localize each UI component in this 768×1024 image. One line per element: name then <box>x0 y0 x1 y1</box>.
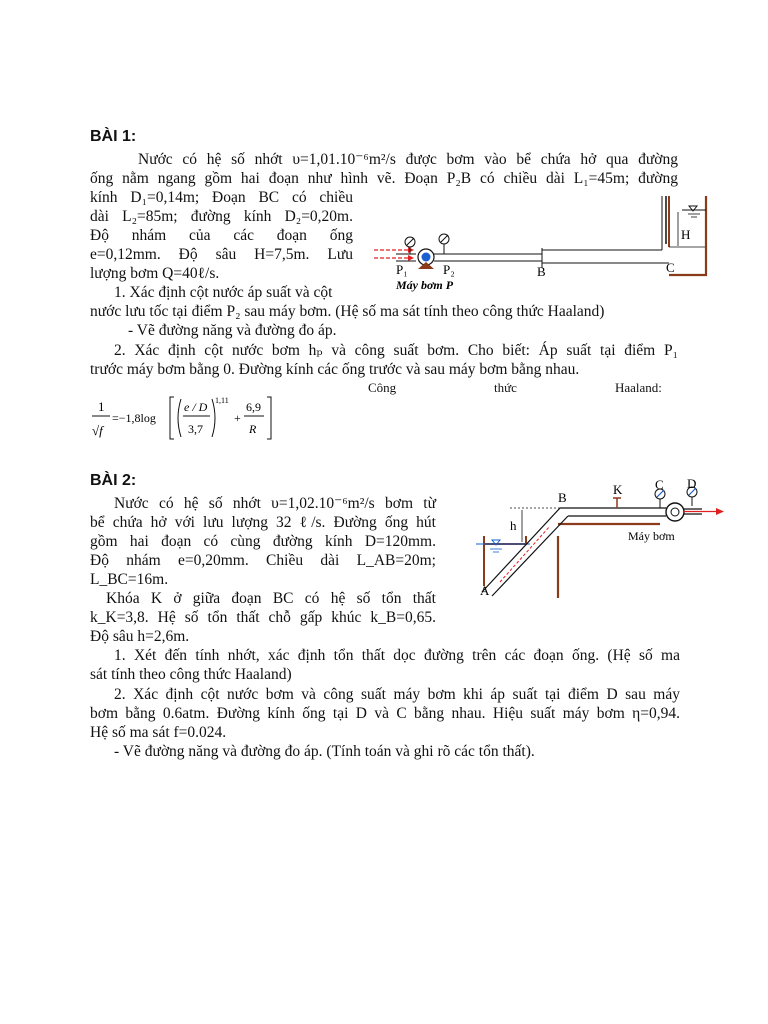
fig1-label-P2: P₂ <box>443 262 455 277</box>
formula-term-den: R <box>249 422 257 436</box>
bai1-line-11: 2. Xác định cột nước bơm hₚ và công suất bơm. Cho biết: Áp suất tại điểm P₁ <box>114 342 678 359</box>
bai1-line-9: nước lưu tốc tại điểm P₂ sau máy bơm. (Hệ số ma sát tính theo công thức Haaland) <box>90 303 605 320</box>
fig2-label-K: K <box>613 482 623 497</box>
fig2-label-h: h <box>510 518 517 533</box>
bai1-line-8: 1. Xác định cột nước áp suất và cột <box>114 284 333 301</box>
formula-ratio-num: e / D <box>184 400 208 414</box>
bai1-line-4: dài L₂=85m; đường kính D₂=0,20m. <box>90 208 353 225</box>
formula-lhs-den: √f <box>92 423 103 438</box>
bai1-line-3: kính D₁=0,14m; Đoạn BC có chiều <box>90 189 353 206</box>
bai2-line-7: k_K=3,8. Hệ số tổn thất chỗ gấp khúc k_B=0,65. <box>90 609 436 626</box>
bai2-line-5: L_BC=16m. <box>90 571 169 588</box>
bai1-line-15: Haaland: <box>615 380 662 395</box>
bai2-line-13: Hệ số ma sát f=0.024. <box>90 724 227 741</box>
formula-plus: + <box>234 411 241 425</box>
bai2-line-9: 1. Xét đến tính nhớt, xác định tổn thất dọc đường trên các đoạn ống. (Hệ số ma <box>114 647 680 664</box>
bai1-figure <box>366 192 716 292</box>
fig1-label-C: C <box>666 260 675 275</box>
fig1-label-B: B <box>537 264 546 279</box>
bai1-line-2: ống nằm ngang gồm hai đoạn như hình vẽ. Đoạn P₂B có chiều dài L₁=45m; đường <box>90 170 678 187</box>
bai1-line-12: trước máy bơm bằng 0. Đường kính các ống trước và sau máy bơm bằng nhau. <box>90 361 580 378</box>
fig2-pump-caption: Máy bơm <box>628 529 675 543</box>
bai2-title: BÀI 2: <box>90 472 137 489</box>
fig1-label-H: H <box>681 227 691 242</box>
bai2-line-11: 2. Xác định cột nước bơm và công suất máy bơm khi áp suất tại điểm D sau máy <box>114 686 680 703</box>
bai2-line-12: bơm bằng 0.6atm. Đường kính ống tại D và C bằng nhau. Hiệu suất máy bơm η=0,94. <box>90 705 680 722</box>
bai2-line-2: bể chứa hở với lưu lượng 32 ℓ/s. Đường ống hút <box>90 514 436 531</box>
bai2-line-1: Nước có hệ số nhớt υ=1,02.10⁻⁶m²/s bơm từ <box>114 495 436 512</box>
bai1-line-1: Nước có hệ số nhớt υ=1,01.10⁻⁶m²/s được bơm vào bể chứa hở qua đường <box>138 151 678 168</box>
bai2-line-14: - Vẽ đường năng và đường đo áp. (Tính toán và ghi rõ các tổn thất). <box>114 743 535 760</box>
fig2-label-D: D <box>687 476 697 491</box>
fig1-label-P1: P₁ <box>396 262 408 277</box>
bai1-title: BÀI 1: <box>90 128 137 145</box>
bai1-line-7: lượng bơm Q=40ℓ/s. <box>90 265 220 282</box>
fig1-pump-caption: Máy bơm P <box>396 278 454 292</box>
bai2-line-3: gồm hai đoạn có cùng đường kính D=120mm. <box>90 533 436 550</box>
formula-term-num: 6,9 <box>246 400 261 414</box>
formula-exponent: 1,11 <box>215 396 229 405</box>
bai2-figure <box>470 476 730 604</box>
bai2-line-6: Khóa K ở giữa đoạn BC có hệ số tổn thất <box>106 590 436 607</box>
bai2-line-4: Độ nhám e=0,20mm. Chiều dài L_AB=20m; <box>90 552 436 569</box>
formula-ratio-den: 3,7 <box>188 422 203 436</box>
bai1-line-14: thức <box>494 380 517 395</box>
fig2-label-C: C <box>655 477 664 492</box>
bai1-line-6: e=0,12mm. Độ sâu H=7,5m. Lưu <box>90 246 353 263</box>
bai1-line-13: Công <box>368 380 397 395</box>
haaland-formula <box>88 393 288 445</box>
fig2-label-B: B <box>558 490 567 505</box>
bai2-line-8: Độ sâu h=2,6m. <box>90 628 190 645</box>
bai1-line-10: - Vẽ đường năng và đường đo áp. <box>128 322 337 339</box>
formula-coef: =−1,8log <box>112 411 156 425</box>
bai2-line-10: sát tính theo công thức Haaland) <box>90 666 292 683</box>
formula-lhs-num: 1 <box>98 399 105 414</box>
bai1-line-5: Độ nhám của các đoạn ống <box>90 227 353 244</box>
fig2-label-A: A <box>480 583 490 598</box>
